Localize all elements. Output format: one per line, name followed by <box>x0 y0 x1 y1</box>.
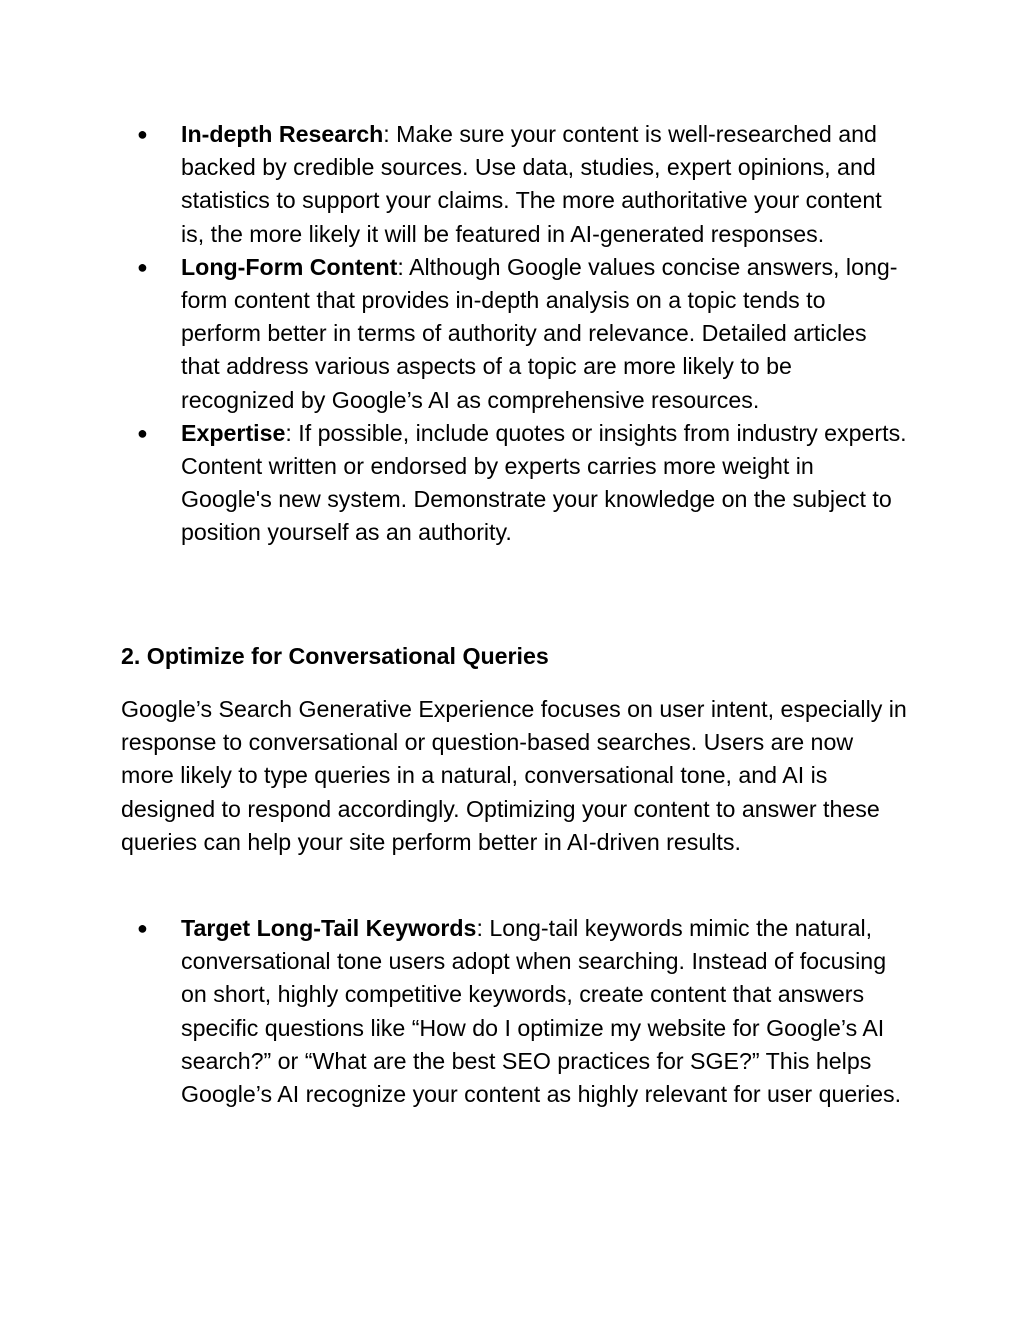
section-paragraph: Google’s Search Generative Experience focuses on user intent, especially in response to conversational or question-based searches. Users are now more likely to type queries in a natural, conversational tone, and AI is designed to respond accordingly. Optimizing your content to answer these queries can help your site perform better in AI-driven results. <box>121 696 907 855</box>
list-item-term: Target Long-Tail Keywords <box>181 915 477 941</box>
list-item-text: : If possible, include quotes or insights from industry experts. Content written or endorsed by experts carries more weight in Google's new system. Demonstrate your knowledge on the subject to position yourself as an authority. <box>181 419 907 546</box>
bullet-icon: ● <box>137 124 148 144</box>
section-heading: 2. Optimize for Conversational Queries <box>121 643 549 669</box>
list-item-text: : Long-tail keywords mimic the natural, conversational tone users adopt when searching. Instead of focusing on short, highly competitive keywords, create content that answers specific questions like “How do I optimize my website for Google’s AI search?” or “What are the best SEO practices for SGE?” This helps Google’s AI recognize your content as highly relevant for user queries. <box>181 915 902 1108</box>
bullet-icon: ● <box>137 422 148 443</box>
bullet-icon: ● <box>137 918 148 938</box>
list-item-long-form-content <box>121 251 911 417</box>
bullet-icon: ● <box>137 256 148 277</box>
list-item-text: : Make sure your content is well-researched and backed by credible sources. Use data, studies, expert opinions, and statistics to support your claims. The more authoritative your content is, the more likely it will be featured in AI-generated responses. <box>181 121 882 247</box>
list-item-term: In-depth Research <box>181 121 384 147</box>
list-item-target-long-tail-keywords <box>121 912 911 1111</box>
list-item-in-depth-research <box>121 118 911 251</box>
bullet-list-conversational-queries <box>121 912 911 1111</box>
list-item-term: Expertise <box>181 419 286 446</box>
list-item-text: : Although Google values concise answers, long-form content that provides in-depth analysis on a topic tends to perform better in terms of authority and relevance. Detailed articles that address various aspects of a topic are more likely to be recognized by Google’s AI as comprehensive resources. <box>181 253 898 413</box>
list-item-term: Long-Form Content <box>181 253 398 280</box>
list-item-expertise <box>121 417 911 550</box>
bullet-list-content-quality <box>121 118 911 550</box>
